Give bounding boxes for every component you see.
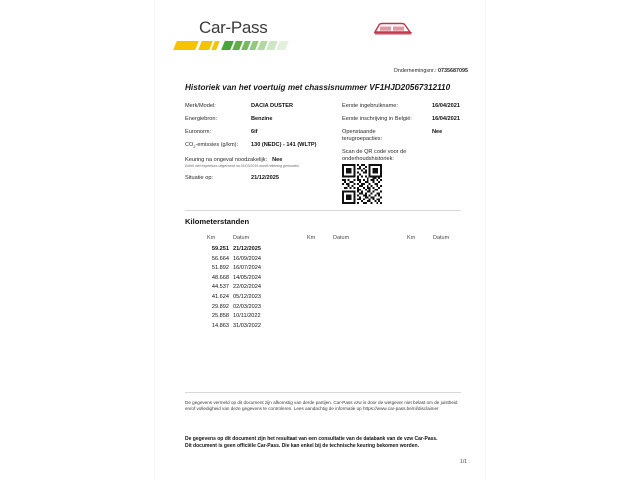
mileage-row-km: 51.892 (211, 265, 229, 272)
car-pass-wordmark: Car-Pass (199, 18, 268, 37)
mileage-row-date: 16/09/2024 (233, 255, 261, 262)
field-situation-date-label: Situatie op: (185, 175, 213, 181)
field-brand-model (185, 103, 335, 116)
mileage-table (185, 235, 461, 332)
mileage-row (185, 256, 277, 266)
mileage-row (185, 304, 277, 314)
field-accident-inspection-label: Keuring na ongeval noodzakelijk: (185, 157, 268, 163)
mileage-row-km: 44.537 (211, 284, 229, 291)
field-energy-source (185, 116, 335, 129)
mileage-row-date: 02/03/2023 (233, 303, 261, 310)
mileage-row-date: 22/02/2024 (233, 284, 261, 291)
page-number: 1/1 (460, 459, 467, 465)
mileage-row-date: 05/12/2023 (233, 293, 261, 300)
mileage-row-km: 14.863 (211, 322, 229, 329)
car-pass-logo (175, 18, 295, 52)
mileage-row (185, 313, 277, 323)
mileage-section (185, 210, 461, 332)
field-accident-inspection-value: Nee (272, 157, 283, 163)
field-energy-source-label: Energiebron: (185, 116, 218, 122)
company-number-label: Ondernemingsnr.: (393, 68, 437, 74)
mileage-column-group-1 (185, 235, 277, 246)
mileage-row-km: 25.858 (211, 313, 229, 320)
qr-instruction-label: Scan de QR code voor de onderhoudshistoriek: (342, 149, 407, 162)
field-situation-date (185, 175, 335, 188)
vehicle-info-left-column (185, 103, 335, 188)
field-situation-date-value: 21/12/2025 (251, 175, 279, 181)
field-euronorm-label: Euronorm: (185, 129, 212, 135)
company-number (394, 68, 468, 74)
field-open-recalls-label: Openstaande terugroepacties: (342, 129, 383, 142)
company-number-value: 0735687095 (438, 68, 468, 74)
mileage-row-km: 56.664 (211, 255, 229, 262)
vehicle-info (185, 103, 461, 181)
mileage-row-km: 29.892 (211, 303, 229, 310)
mileage-header-date: Datum (433, 235, 450, 241)
field-first-registration-be-label: Eerste inschrijving in België: (342, 116, 412, 122)
mileage-table-header (185, 235, 461, 246)
field-first-use-value: 16/04/2021 (432, 103, 460, 109)
mileage-row (185, 284, 277, 294)
footer-legal-line-2: Dit document is geen officiële Car-Pass. Die kan enkel bij de technische keuring bekomen worden. (185, 443, 419, 449)
field-co2-emissions-value: 130 (NEDC) - 141 (WLTP) (251, 142, 317, 148)
maintenance-history-qr-code[interactable] (342, 164, 382, 204)
mileage-rows (185, 246, 277, 332)
field-co2-emissions-label: $CO_2$-emissies (g/km): (185, 142, 239, 150)
mileage-row-km: 41.624 (211, 293, 229, 300)
mileage-column-group-2 (285, 235, 377, 246)
mileage-row-km: 48.668 (211, 274, 229, 281)
field-brand-model-label: Merk/Model: (185, 103, 216, 109)
dealer-logo-icon (369, 18, 417, 40)
field-accident-inspection (185, 157, 335, 163)
mileage-row (185, 275, 277, 285)
field-brand-model-value: DACIA DUSTER (251, 103, 294, 109)
footer-divider (185, 392, 461, 393)
footer-legal-notice (185, 436, 461, 450)
field-first-registration-be (342, 116, 464, 129)
accident-inspection-fineprint: Enkel met expertises uitgevoerd na 01/03/2019 wordt rekening gehouden. (185, 164, 300, 168)
vehicle-info-right-column (342, 103, 464, 204)
field-open-recalls-value: Nee (432, 129, 443, 135)
mileage-header-date: Datum (333, 235, 350, 241)
mileage-header-km: Km (307, 235, 316, 241)
field-euronorm (185, 129, 335, 142)
field-euronorm-value: 6if (251, 129, 258, 135)
mileage-row-km: 59.251 (211, 246, 229, 252)
mileage-row-date: 21/12/2025 (233, 246, 261, 252)
footer-legal-line-1: De gegevens op dit document zijn het resultaat van een consultatie van de databank van de vzw Car-Pass. (185, 436, 438, 442)
mileage-row-date: 16/07/2024 (233, 265, 261, 272)
field-energy-source-value: Benzine (251, 116, 273, 122)
mileage-column-group-3 (385, 235, 477, 246)
field-co2-emissions (185, 142, 335, 155)
mileage-row-date: 31/03/2022 (233, 322, 261, 329)
field-first-registration-be-value: 16/04/2021 (432, 116, 460, 122)
mileage-row (185, 265, 277, 275)
section-divider (185, 210, 461, 211)
mileage-row-date: 10/11/2022 (233, 313, 261, 320)
mileage-header-date: Datum (233, 235, 250, 241)
page-title: Historiek van het voertuig met chassisnummer VF1HJD20567312110 (185, 83, 451, 92)
mileage-row (185, 294, 277, 304)
field-first-use (342, 103, 464, 116)
mileage-header-km: Km (207, 235, 216, 241)
mileage-row-date: 14/05/2024 (233, 274, 261, 281)
footer-disclaimer: De gegevens vermeld op dit document zijn afkomstig van derde partijen. Car-Pass vzw is door de wetgever niet belast om de juistheid en/of volledigheid van deze gegevens te controleren. Lees aandachtig de informatie op https://www.car-pass.be/nl/disclaimer (185, 400, 458, 412)
field-first-use-label: Eerste ingebruikname: (342, 103, 398, 109)
mileage-row (185, 246, 277, 256)
mileage-header-km: Km (407, 235, 416, 241)
field-open-recalls (342, 129, 464, 144)
document-page (155, 0, 485, 480)
car-pass-swoosh-icon (175, 40, 293, 51)
mileage-section-title: Kilometerstanden (185, 217, 250, 226)
mileage-row (185, 323, 277, 333)
